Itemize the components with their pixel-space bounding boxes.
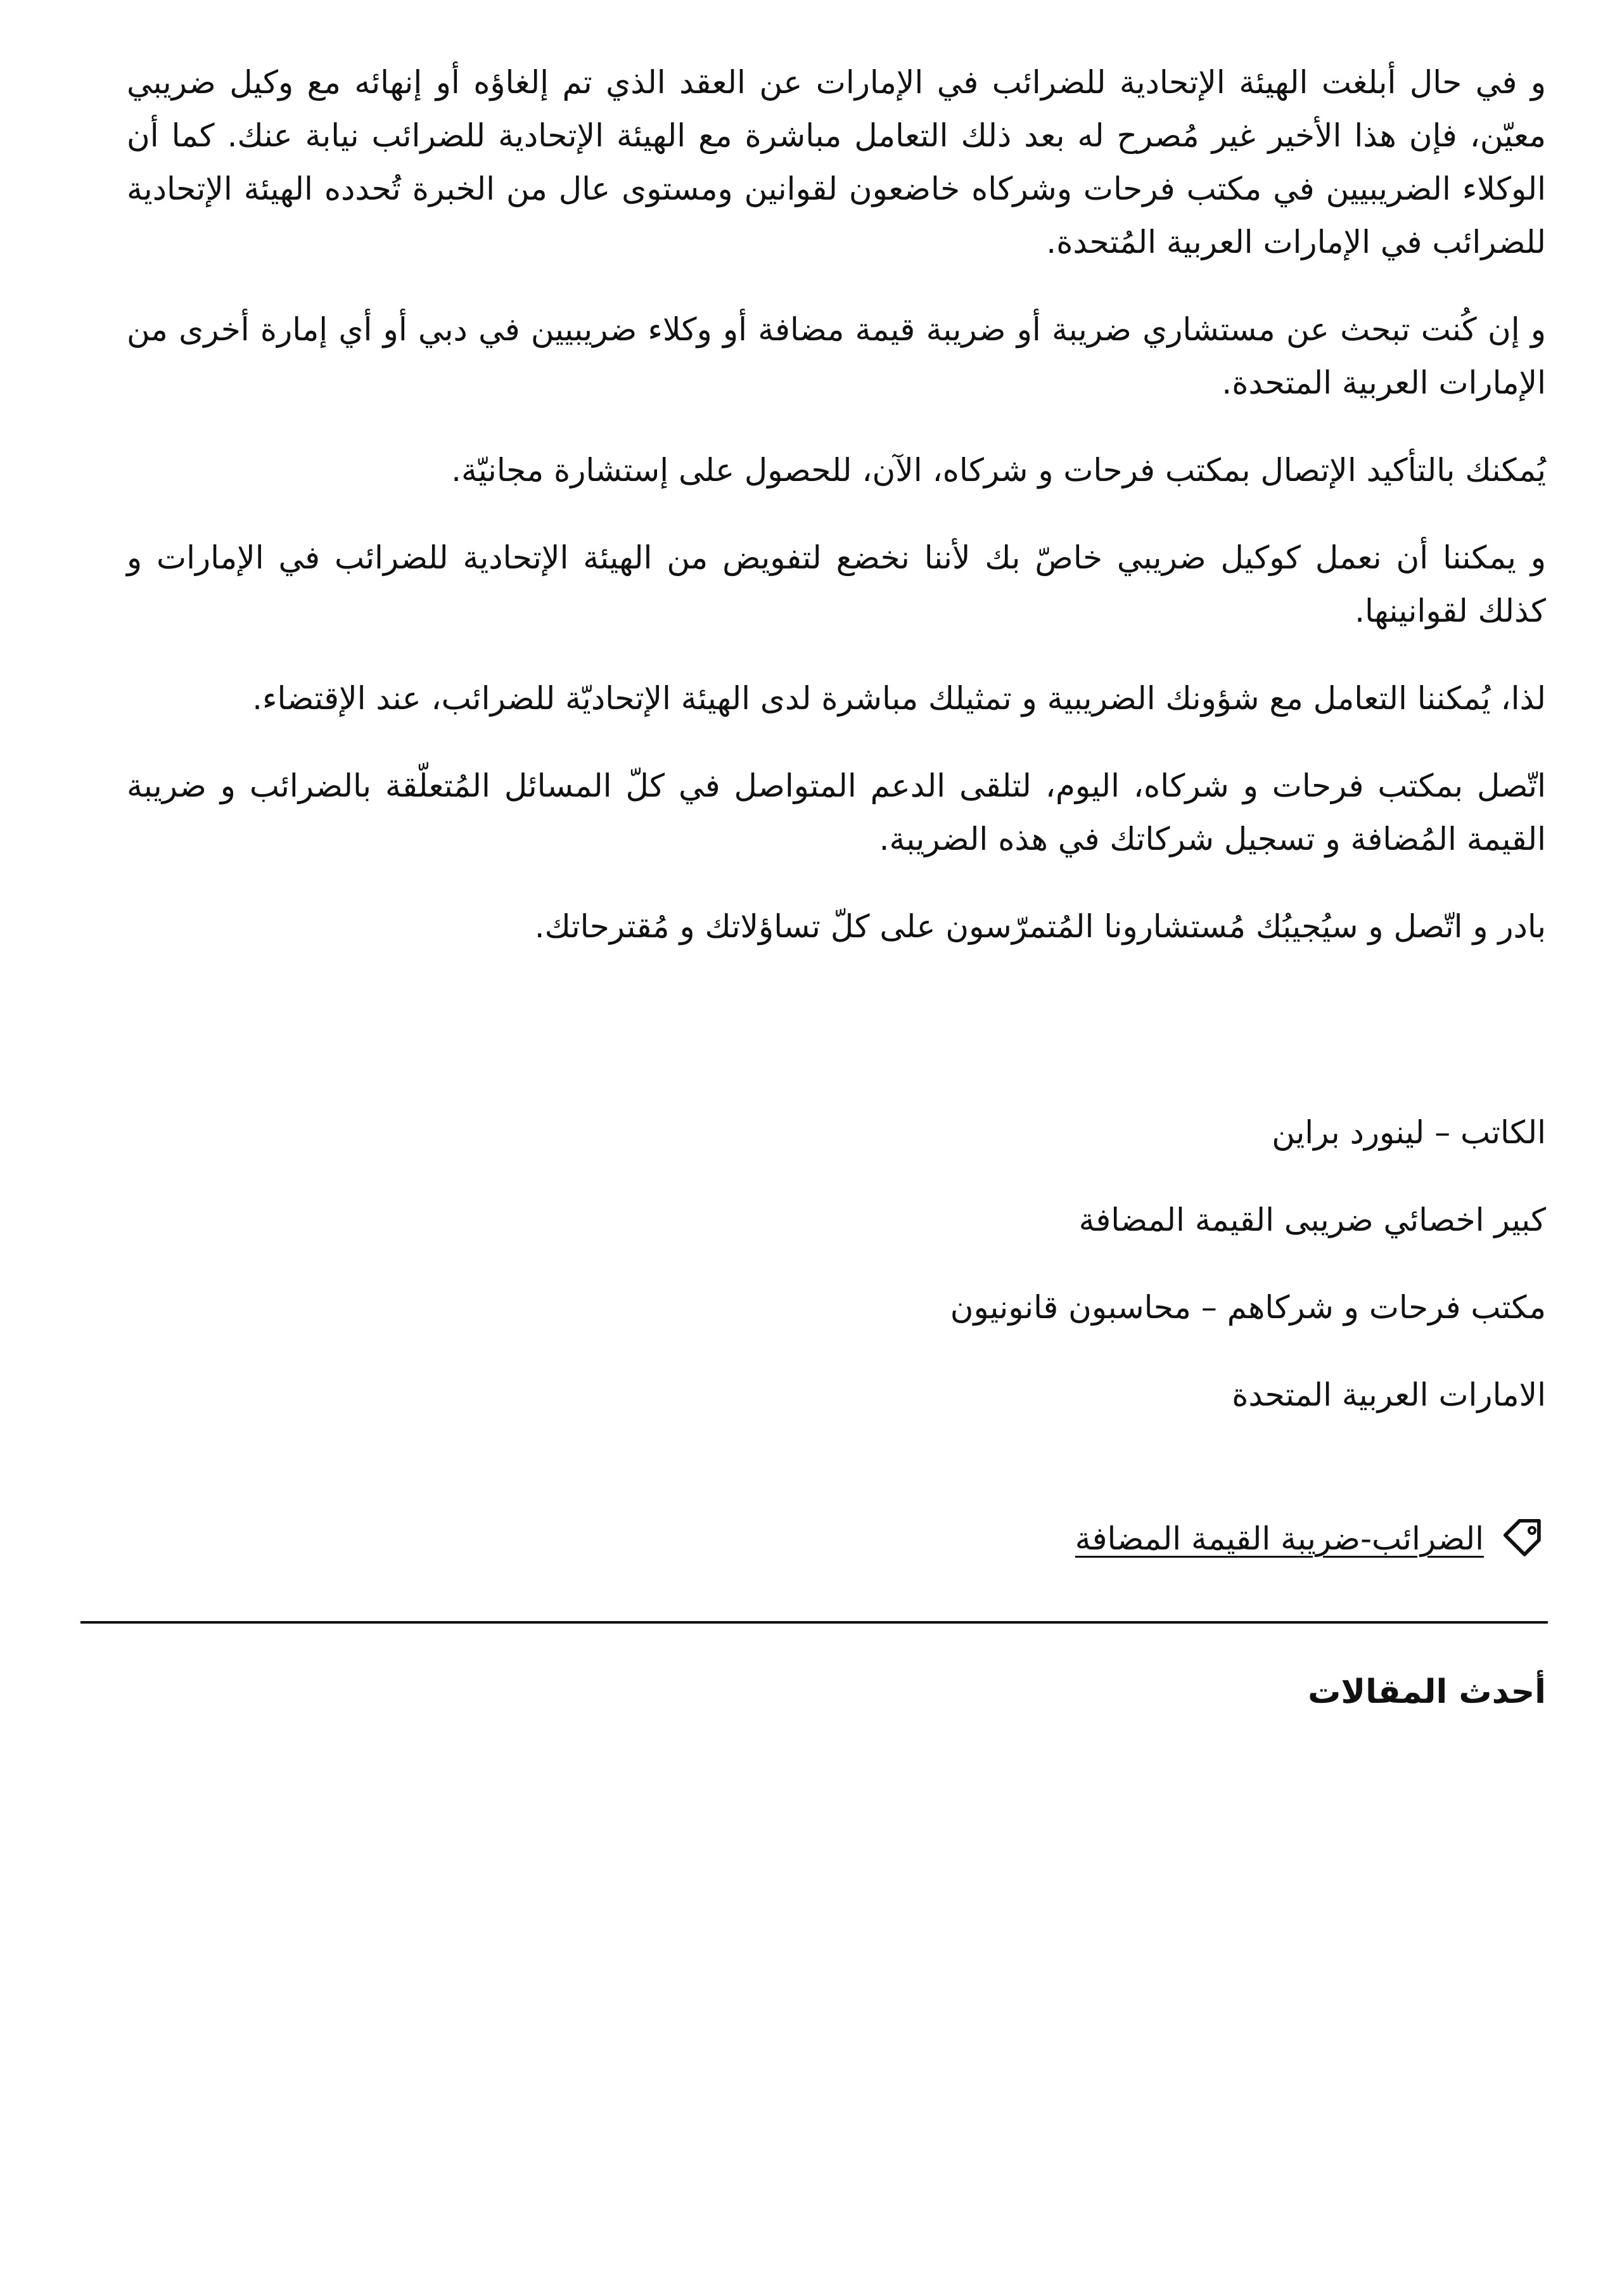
tag-link[interactable]: الضرائب-ضريبة القيمة المضافة [1075,1520,1484,1557]
article-paragraph: و في حال أبلغت الهيئة الإتحادية للضرائب في الإمارات عن العقد الذي تم إلغاؤه أو إنهائه مع وكيل ضريبي معيّن، فإن هذا الأخير غير مُصرح له بعد ذلك التعامل مباشرة مع الهيئة الإتحادية للضرائب نيابة عنك. كما أن الوكلاء الضريبيين في مكتب فرحات وشركاه خاضعون لقوانين ومستوى عال من الخبرة تُحدده الهيئة الإتحادية للضرائب في الإمارات العربية المُتحدة. [127,64,1546,260]
latest-articles-heading: أحدث المقالات [1308,1673,1546,1711]
article-paragraph: و يمكننا أن نعمل كوكيل ضريبي خاصّ بك لأننا نخضع لتفويض من الهيئة الإتحادية للضرائب في الإمارات و كذلك لقوانينها. [127,539,1546,629]
section-divider [80,1621,1548,1624]
article-paragraph: و إن كُنت تبحث عن مستشاري ضريبة أو ضريبة قيمة مضافة أو وكلاء ضريبيين في دبي أو أي إمارة أخرى من الإمارات العربية المتحدة. [127,311,1546,401]
article-paragraph: لذا، يُمكننا التعامل مع شؤونك الضريبية و تمثيلك مباشرة لدى الهيئة الإتحاديّة للضرائب، عند الإقتضاء. [252,680,1546,717]
author-name: الكاتب – لينورد براين [1272,1114,1546,1151]
author-country: الامارات العربية المتحدة [1232,1376,1546,1413]
post-tags [1075,1512,1546,1565]
author-signature [596,1106,1546,1456]
article-paragraph: بادر و اتّصل و سيُجيبُك مُستشارونا المُتمرّسون على كلّ تساؤلاتك و مُقترحاتك. [534,908,1546,945]
article-paragraph: اتّصل بمكتب فرحات و شركاه، اليوم، لتلقى الدعم المتواصل في كلّ المسائل المُتعلّقة بالضرائب و ضريبة القيمة المُضافة و تسجيل شركاتك في هذه الضريبة. [127,767,1546,857]
tag-icon [1502,1519,1546,1558]
article-body [127,56,1546,987]
article-paragraph: يُمكنك بالتأكيد الإتصال بمكتب فرحات و شركاه، الآن، للحصول على إستشارة مجانيّة. [451,452,1546,489]
author-title: كبير اخصائي ضريبى القيمة المضافة [1078,1202,1546,1238]
author-company: مكتب فرحات و شركاهم – محاسبون قانونيون [950,1289,1546,1326]
